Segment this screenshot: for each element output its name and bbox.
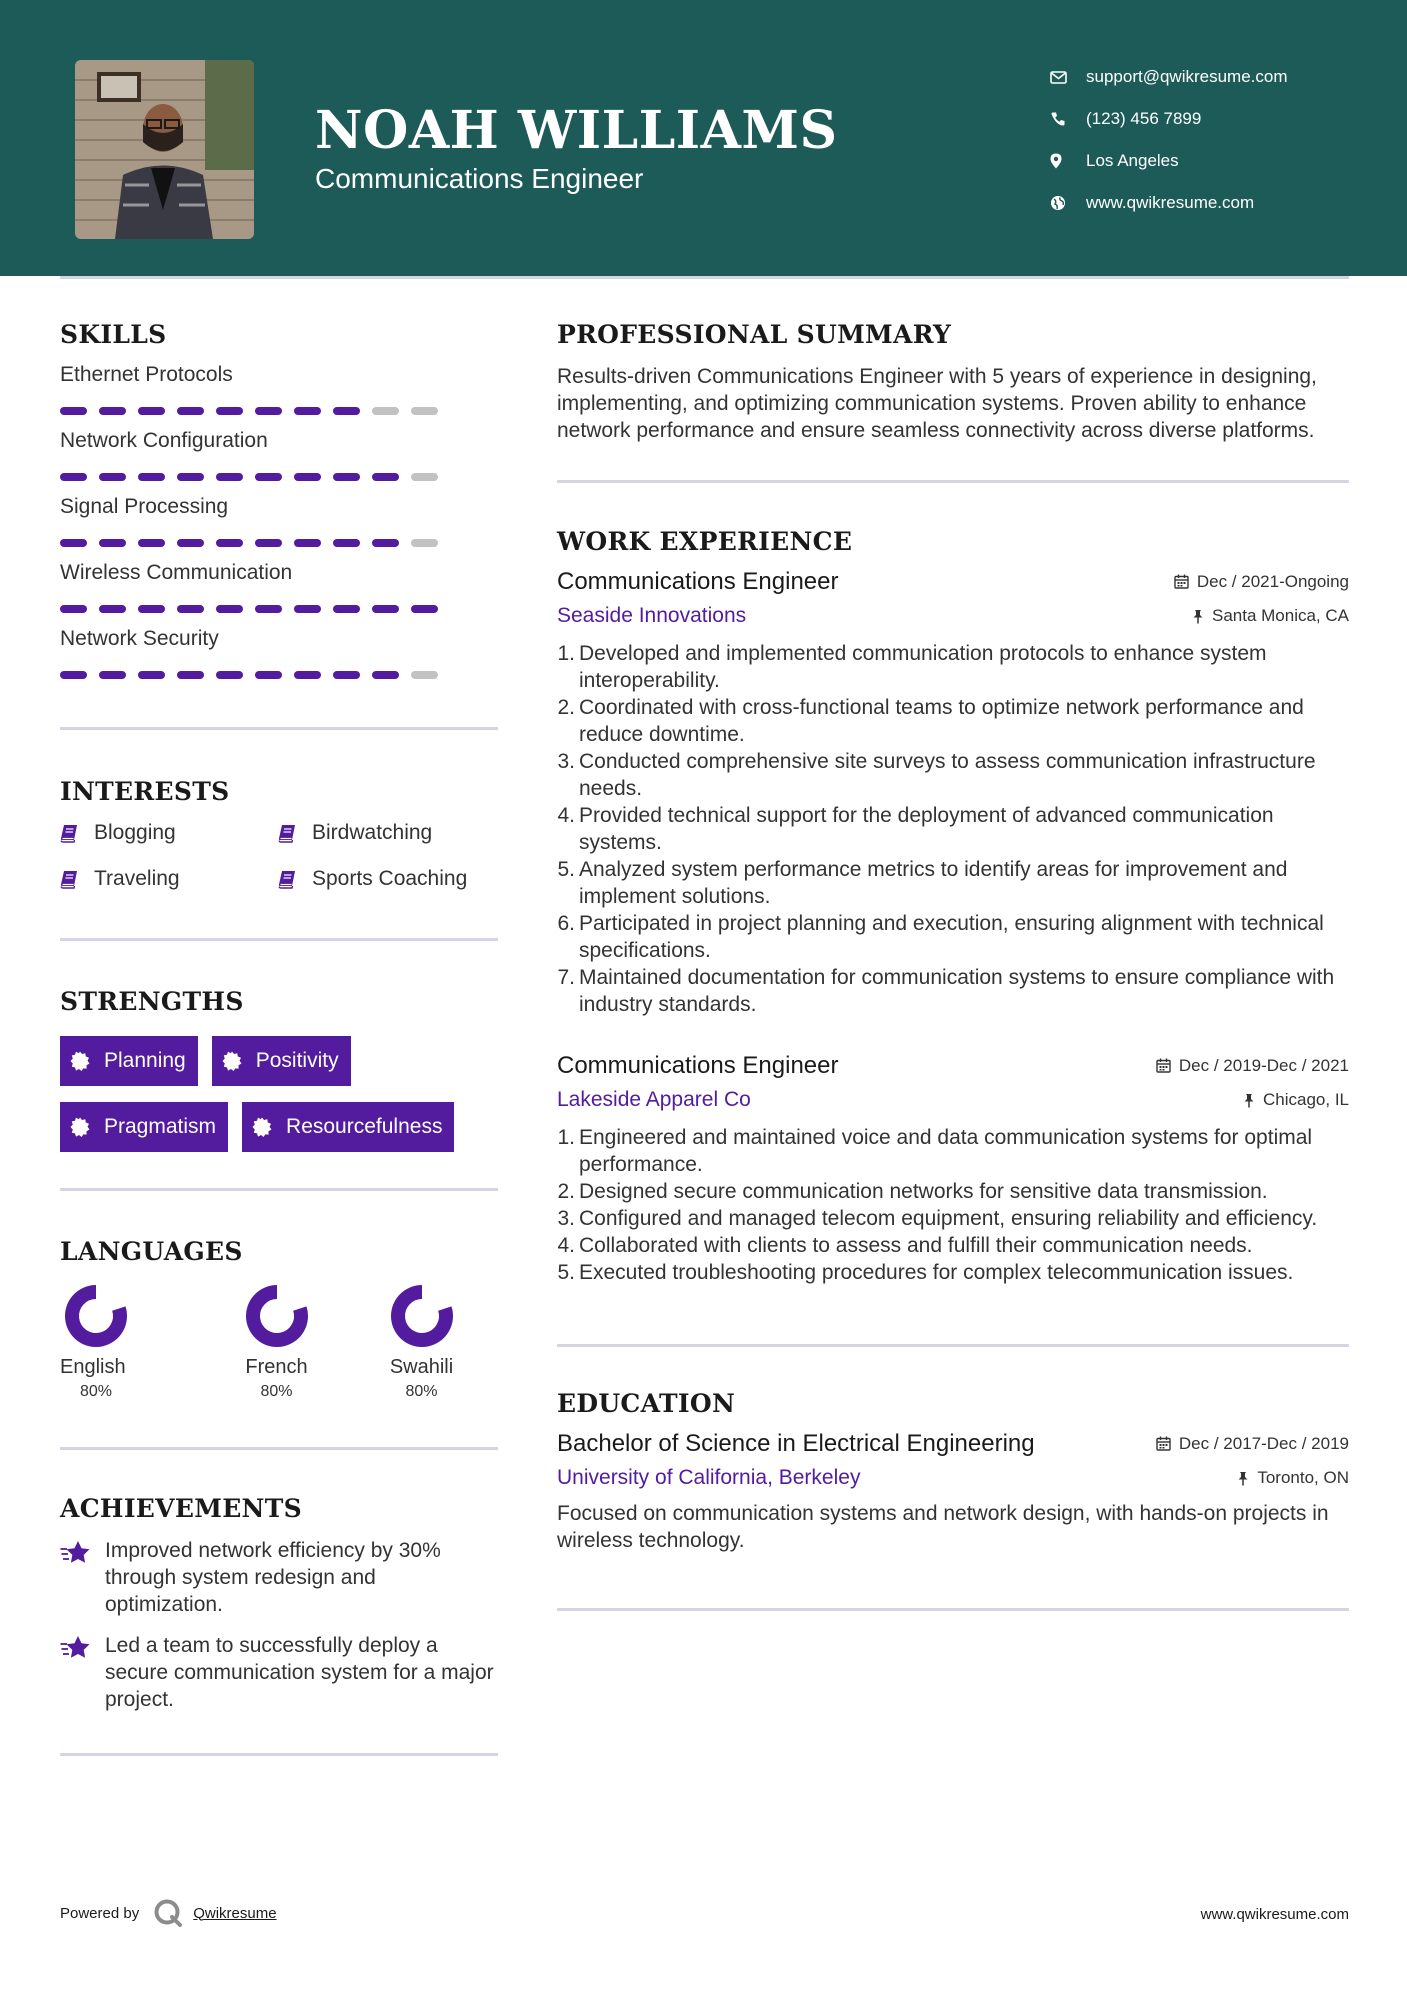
section-divider [60,727,498,730]
skill-name: Signal Processing [60,495,229,518]
job-location-wrap [1243,1090,1349,1110]
language-name: English [60,1356,126,1378]
skill-level-meter [60,407,498,415]
interest-label: Blogging [94,821,176,844]
qwikresume-link[interactable]: Qwikresume [193,1904,277,1922]
education-location: Toronto, ON [1257,1468,1349,1487]
experience-title: WORK EXPERIENCE [557,527,853,556]
language-level-arc [253,1292,301,1340]
bullet-number: 5. [557,858,575,881]
skill-dot-filled [333,671,360,679]
badge-icon [70,1051,104,1071]
bullet-number: 3. [557,750,575,773]
skill-name: Wireless Communication [60,561,293,584]
skill-dot-empty [411,407,438,415]
skill-dot-filled [411,605,438,613]
skill-dot-filled [99,539,126,547]
strength-tag [242,1102,454,1152]
interest-item [60,866,278,892]
header-rule [60,276,1349,279]
job-entry [557,568,1349,1018]
contact-location [1050,140,1380,182]
pushpin-icon [1243,1093,1255,1108]
job-title: Communications Engineer [557,568,839,595]
skill-dot-filled [60,539,87,547]
bullet-number: 4. [557,1234,575,1257]
skill-dot-filled [255,671,282,679]
phone-icon [1050,107,1086,131]
section-divider [557,1608,1349,1611]
section-divider [60,1753,498,1756]
job-bullet [557,1232,1349,1259]
strength-label: Planning [104,1049,186,1072]
interests-title: INTERESTS [60,777,230,806]
achievement-text: Led a team to successfully deploy a secure communication system for a major project. [105,1634,494,1711]
profile-photo [75,60,254,239]
skill-dot-filled [99,407,126,415]
skill-dot-filled [294,605,321,613]
education-date-wrap [1156,1434,1349,1454]
job-location: Santa Monica, CA [1211,606,1349,625]
powered-by-label: Powered by [60,1904,140,1922]
job-bullet [557,910,1349,964]
bullet-number: 2. [557,1180,575,1203]
job-bullet [557,856,1349,910]
job-bullet [557,1124,1349,1178]
qwikresume-logo-icon [153,1898,183,1928]
skill-item [60,495,498,547]
skill-dot-filled [255,473,282,481]
bullet-text: Conducted comprehensive site surveys to assess communication infrastructure needs. [579,750,1316,800]
interest-label: Sports Coaching [312,867,468,890]
contact-website-text: www.qwikresume.com [1086,193,1255,212]
skills-title: SKILLS [60,320,167,349]
star-icon [60,1537,105,1618]
skill-level-meter [60,671,498,679]
skill-dot-filled [177,473,204,481]
map-pin-icon [1050,149,1086,173]
job-bullets [557,640,1349,1018]
language-item [60,1284,138,1401]
badge-icon [70,1117,104,1137]
strength-label: Pragmatism [104,1115,217,1138]
skill-dot-filled [138,407,165,415]
achievements-section [60,1494,498,1713]
contact-phone-text: (123) 456 7899 [1086,109,1202,128]
book-icon [60,870,94,889]
skill-dot-filled [294,407,321,415]
skill-dot-filled [255,407,282,415]
section-divider [60,1188,498,1191]
skill-dot-filled [177,605,204,613]
job-bullet [557,802,1349,856]
skill-dot-filled [177,539,204,547]
bullet-number: 4. [557,804,575,827]
skill-name: Ethernet Protocols [60,363,233,386]
candidate-role: Communications Engineer [315,163,644,194]
envelope-icon [1050,65,1086,89]
bullet-number: 1. [557,1126,575,1149]
language-level-ring [245,1284,309,1348]
skill-dot-filled [99,473,126,481]
skill-name: Network Configuration [60,429,268,452]
job-entry [557,1052,1349,1286]
bullet-text: Configured and managed telecom equipment, ensuring reliability and efficiency. [579,1207,1318,1230]
job-location-wrap [1192,606,1349,626]
skill-dot-filled [99,605,126,613]
skill-level-meter [60,605,498,613]
bullet-text: Collaborated with clients to assess and fulfill their communication needs. [579,1234,1253,1257]
contact-website[interactable] [1050,182,1380,224]
strengths-section [60,987,498,1152]
education-degree: Bachelor of Science in Electrical Engineering [557,1430,1035,1457]
language-percent: 80% [260,1383,293,1400]
strength-tag [60,1036,198,1086]
skill-dot-filled [255,605,282,613]
language-level-arc [398,1292,446,1340]
skill-dot-filled [99,671,126,679]
skill-dot-filled [333,473,360,481]
skill-dot-filled [372,473,399,481]
skill-item [60,561,498,613]
contact-phone[interactable] [1050,98,1380,140]
achievement-text: Improved network efficiency by 30% through system redesign and optimization. [105,1539,441,1616]
language-item [349,1284,494,1401]
interest-label: Birdwatching [312,821,433,844]
education-location-wrap [1237,1468,1349,1488]
bullet-number: 3. [557,1207,575,1230]
language-name: Swahili [389,1356,454,1378]
skill-dot-filled [294,671,321,679]
bullet-text: Executed troubleshooting procedures for complex telecommunication issues. [579,1261,1294,1284]
skill-dot-filled [372,605,399,613]
footer-url[interactable]: www.qwikresume.com [1200,1906,1349,1923]
interests-list [60,820,498,892]
education-title: EDUCATION [557,1389,736,1418]
calendar-icon [1156,1436,1171,1451]
bullet-text: Analyzed system performance metrics to identify areas for improvement and implement solutions. [579,858,1288,908]
achievements-list [60,1537,498,1713]
skill-dot-filled [138,539,165,547]
strength-tag [212,1036,351,1086]
bullet-text: Provided technical support for the deployment of advanced communication systems. [579,804,1274,854]
section-divider [60,938,498,941]
left-column [60,320,498,1756]
bullet-number: 6. [557,912,575,935]
job-bullet [557,640,1349,694]
contact-email[interactable] [1050,56,1380,98]
language-percent: 80% [80,1383,113,1400]
skill-item [60,429,498,481]
skill-dot-empty [411,473,438,481]
job-date: Dec / 2021-Ongoing [1196,571,1349,591]
bullet-text: Coordinated with cross-functional teams to optimize network performance and reduce downtime. [579,696,1304,746]
skill-level-meter [60,539,498,547]
bullet-text: Participated in project planning and execution, ensuring alignment with technical specifications. [579,912,1324,962]
skill-dot-filled [333,407,360,415]
pushpin-icon [1192,609,1204,624]
candidate-name: NOAH WILLIAMS [315,100,838,161]
bullet-number: 7. [557,966,575,989]
job-bullet [557,964,1349,1018]
education-description: Focused on communication systems and network design, with hands-on projects in wireless technology. [557,1502,1329,1552]
interest-item [60,820,278,846]
book-icon [278,870,312,889]
book-icon [60,824,94,843]
job-bullet [557,1178,1349,1205]
contact-location-text: Los Angeles [1086,151,1179,170]
skill-dot-filled [216,605,243,613]
skill-dot-empty [411,539,438,547]
star-icon [60,1632,105,1713]
strength-label: Positivity [255,1049,339,1072]
job-bullet [557,748,1349,802]
badge-icon [222,1051,256,1071]
interest-item [278,866,498,892]
education-section [557,1389,1349,1554]
skill-item [60,363,498,415]
achievements-title: ACHIEVEMENTS [60,1494,302,1523]
interests-section [60,777,498,892]
skill-dot-filled [255,539,282,547]
skill-dot-filled [216,473,243,481]
job-bullets [557,1124,1349,1286]
experience-section [557,527,1349,1286]
job-bullet [557,694,1349,748]
skill-dot-filled [216,539,243,547]
badge-icon [252,1117,286,1137]
bullet-text: Engineered and maintained voice and data communication systems for optimal performance. [579,1126,1313,1176]
job-date-wrap [1156,1056,1349,1076]
skill-dot-empty [372,407,399,415]
skill-dot-filled [372,539,399,547]
achievement-item [60,1632,498,1713]
achievement-item [60,1537,498,1618]
skill-item [60,627,498,679]
bullet-number: 2. [557,696,575,719]
job-bullet [557,1205,1349,1232]
languages-section [60,1237,498,1401]
summary-section [557,320,1349,444]
skills-list [60,363,498,679]
skill-dot-filled [177,671,204,679]
summary-title: PROFESSIONAL SUMMARY [557,320,952,349]
language-item [204,1284,349,1401]
job-company: Seaside Innovations [557,604,747,627]
bullet-number: 1. [557,642,575,665]
skill-dot-filled [333,539,360,547]
interest-item [278,820,498,846]
job-title: Communications Engineer [557,1052,839,1079]
skill-dot-filled [138,671,165,679]
languages-title: LANGUAGES [60,1237,243,1266]
language-name: French [245,1356,308,1378]
strengths-title: STRENGTHS [60,987,244,1016]
education-school: University of California, Berkeley [557,1466,861,1489]
skill-dot-filled [216,407,243,415]
pushpin-icon [1237,1471,1249,1486]
language-level-arc [72,1292,120,1340]
bullet-text: Maintained documentation for communication systems to ensure compliance with industry standards. [579,966,1335,1016]
job-location: Chicago, IL [1263,1090,1349,1109]
skill-dot-filled [60,671,87,679]
skill-dot-filled [60,473,87,481]
skill-dot-filled [60,407,87,415]
summary-text: Results-driven Communications Engineer with 5 years of experience in designing, implementing, and optimizing communication systems. Proven ability to enhance network performance and ensure seamless connectivity across diverse platforms. [557,365,1317,442]
skill-dot-filled [138,473,165,481]
contact-email-text: support@qwikresume.com [1086,67,1288,86]
section-divider [557,1344,1349,1347]
contact-list [1050,56,1380,224]
skill-dot-filled [333,605,360,613]
section-divider [557,480,1349,483]
languages-list [60,1284,498,1401]
right-column [557,320,1349,1611]
strength-label: Resourcefulness [286,1115,443,1138]
skill-dot-empty [411,671,438,679]
resume-header [0,0,1407,276]
bullet-number: 5. [557,1261,575,1284]
globe-icon [1050,191,1086,215]
education-date: Dec / 2017-Dec / 2019 [1178,1433,1349,1453]
skill-dot-filled [138,605,165,613]
jobs-list [557,568,1349,1286]
job-date-wrap [1174,572,1349,592]
job-bullet [557,1259,1349,1286]
interest-label: Traveling [94,867,180,890]
language-level-ring [64,1284,128,1348]
language-level-ring [390,1284,454,1348]
footer-powered [60,1898,277,1928]
skill-name: Network Security [60,627,219,650]
job-company: Lakeside Apparel Co [557,1088,751,1111]
skill-dot-filled [177,407,204,415]
section-divider [60,1447,498,1450]
skill-dot-filled [216,671,243,679]
calendar-icon [1156,1058,1171,1073]
skill-level-meter [60,473,498,481]
skill-dot-filled [294,539,321,547]
strength-tag [60,1102,228,1152]
bullet-text: Designed secure communication networks for sensitive data transmission. [579,1180,1268,1203]
book-icon [278,824,312,843]
skill-dot-filled [60,605,87,613]
skill-dot-filled [294,473,321,481]
language-percent: 80% [405,1383,438,1400]
skill-dot-filled [372,671,399,679]
bullet-text: Developed and implemented communication protocols to enhance system interoperability. [579,642,1267,692]
strengths-list [60,1036,498,1152]
skills-section [60,320,498,679]
job-date: Dec / 2019-Dec / 2021 [1178,1055,1349,1075]
calendar-icon [1174,574,1189,589]
